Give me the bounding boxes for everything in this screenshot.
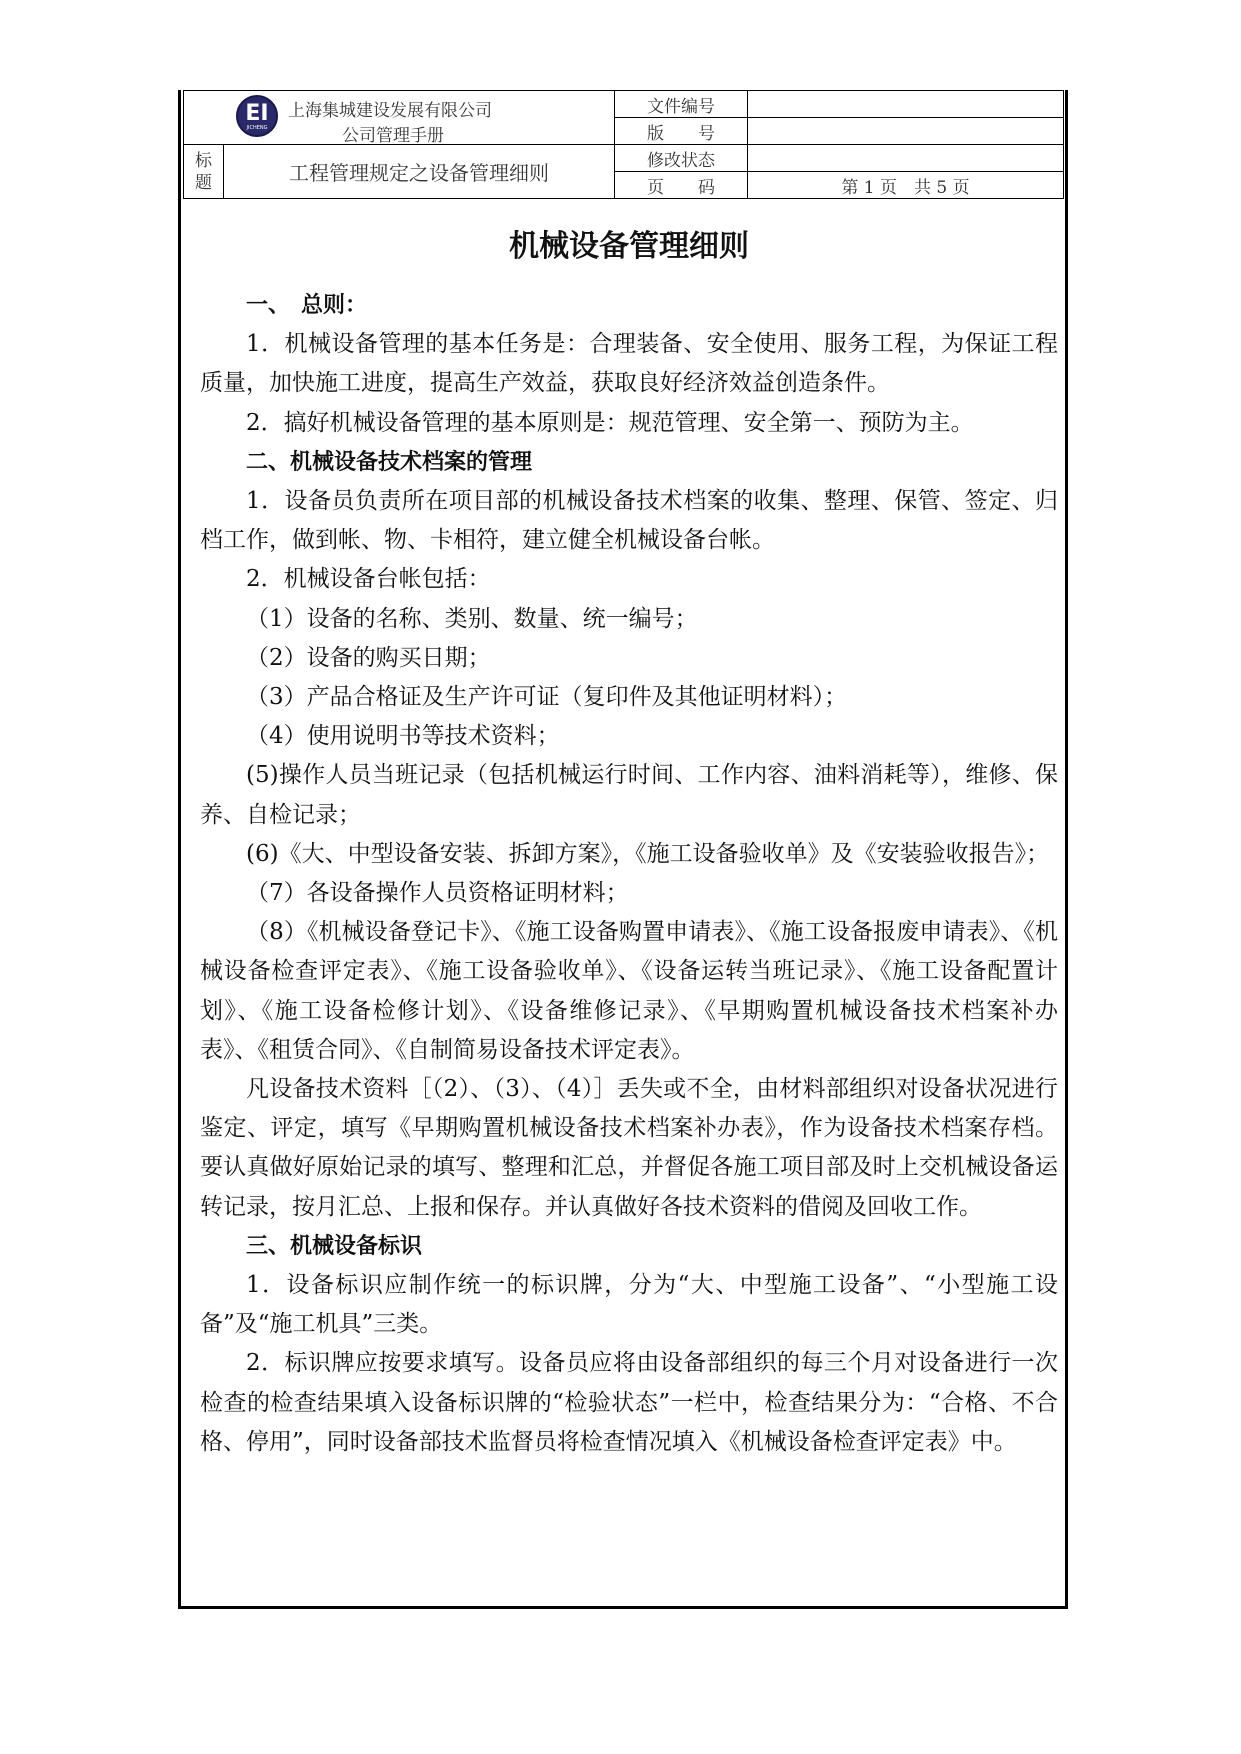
paragraph: (6)《大、中型设备安装、拆卸方案》，《施工设备验收单》及《安装验收报告》； — [246, 840, 1050, 867]
logo-mark: EI — [245, 101, 269, 126]
paragraph: （7）各设备操作人员资格证明材料； — [246, 880, 629, 907]
page-label: 页 码 — [615, 172, 748, 199]
logo-subtext: JICHENG — [246, 125, 268, 131]
revision-label: 修改状态 — [615, 145, 748, 172]
paragraph: （3）产品合格证及生产许可证（复印件及其他证明材料）； — [246, 684, 848, 711]
version-label: 版 号 — [615, 118, 748, 145]
section-heading: 二、机械设备技术档案的管理 — [246, 449, 533, 475]
paragraph: 1．设备员负责所在项目部的机械设备技术档案的收集、整理、保管、签定、归档工作，做到帐、物、卡相符，建立健全机械设备台帐。 — [200, 488, 1058, 554]
company-name: 上海集城建设发展有限公司 — [288, 101, 492, 121]
document-title: 机械设备管理细则 — [509, 229, 749, 264]
section-heading: 一、 总则： — [246, 293, 368, 318]
paragraph: （8）《机械设备登记卡》、《施工设备购置申请表》、《施工设备报废申请表》、《机械设备检查评定表》、《施工设备验收单》、《设备运转当班记录》、《施工设备配置计划》、《施工设备检修计划》、《设备维修记录》、《早期购置机械设备技术档案补办表》、《租赁合同》、《自制简易设备技术评定表》。 — [200, 919, 1058, 1063]
paragraph: 凡设备技术资料［（2）、（3）、（4）］丢失或不全，由材料部组织对设备状况进行鉴定、评定，填写《早期购置机械设备技术档案补办表》，作为设备技术档案存档。要认真做好原始记录的填写、整理和汇总，并督促各施工项目部及时上交机械设备运转记录，按月汇总、上报和保存。并认真做好各技术资料的借阅及回收工作。 — [200, 1076, 1058, 1220]
section-heading: 三、机械设备标识 — [246, 1233, 423, 1259]
page-value: 第 1 页 共 5 页 — [748, 172, 1064, 199]
paragraph: 1．机械设备管理的基本任务是：合理装备、安全使用、服务工程，为保证工程质量，加快施工进度，提高生产效益，获取良好经济效益创造条件。 — [200, 331, 1058, 397]
company-logo — [236, 95, 278, 137]
document-header-table — [183, 90, 1064, 199]
company-cell — [184, 91, 615, 145]
document-body — [200, 225, 1058, 1462]
paragraph: 1．设备标识应制作统一的标识牌，分为“大、中型施工设备”、“小型施工设备”及“施工机具”三类。 — [200, 1272, 1058, 1338]
paragraph: （1）设备的名称、类别、数量、统一编号； — [246, 605, 698, 632]
revision-value — [748, 145, 1064, 172]
file-no-label: 文件编号 — [615, 91, 748, 118]
paragraph: 2．搞好机械设备管理的基本原则是：规范管理、安全第一、预防为主。 — [246, 409, 974, 436]
version-value — [748, 118, 1064, 145]
header-document-title: 工程管理规定之设备管理细则 — [224, 145, 615, 199]
manual-name: 公司管理手册 — [342, 126, 444, 146]
paragraph: （4）使用说明书等技术资料； — [246, 723, 560, 750]
paragraph: （2）设备的购买日期； — [246, 644, 491, 671]
paragraph: 2．机械设备台帐包括： — [246, 566, 491, 593]
paragraph: 2．标识牌应按要求填写。设备员应将由设备部组织的每三个月对设备进行一次检查的检查结果填入设备标识牌的“检验状态”一栏中，检查结果分为：“合格、不合格、停用”，同时设备部技术监督员将检查情况填入《机械设备检查评定表》中。 — [200, 1350, 1058, 1455]
paragraph: (5)操作人员当班记录（包括机械运行时间、工作内容、油料消耗等），维修、保养、自检记录； — [200, 762, 1058, 828]
file-no-value — [748, 91, 1064, 118]
paragraph-list — [200, 286, 1058, 1462]
title-label: 标 题 — [184, 145, 224, 199]
